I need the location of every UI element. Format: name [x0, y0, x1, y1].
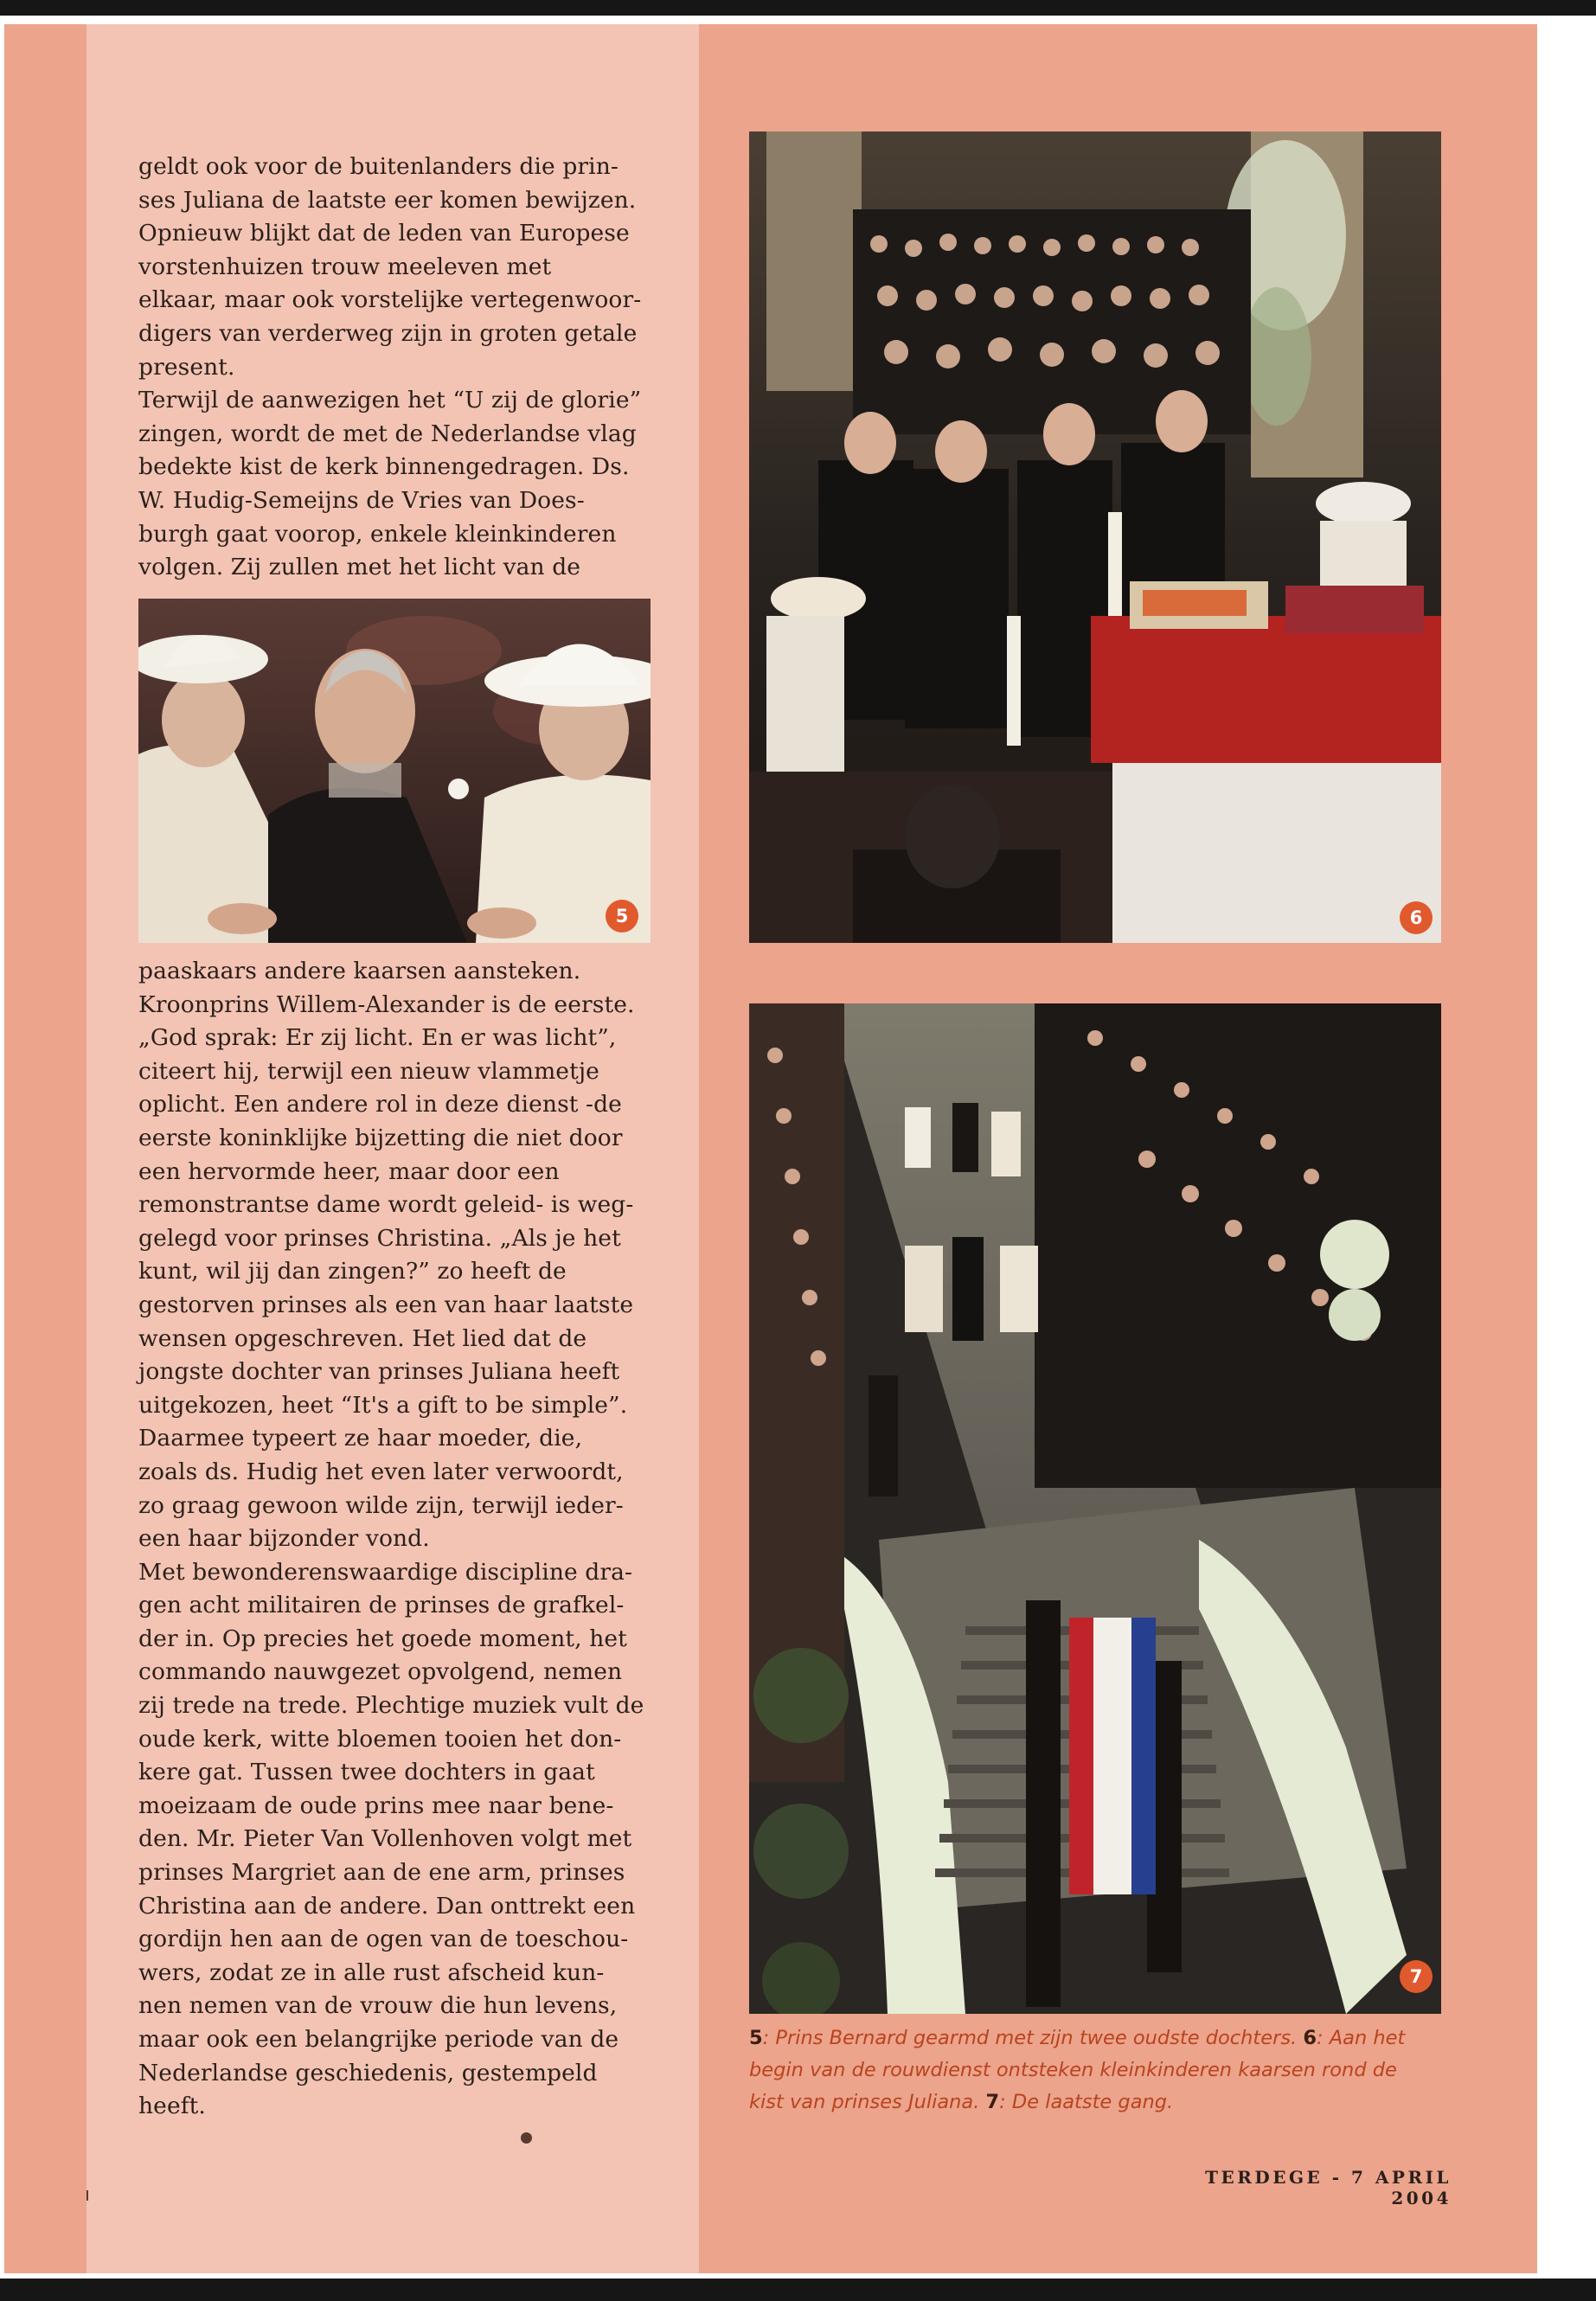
- text-line: paaskaars andere kaarsen aansteken.: [138, 958, 581, 984]
- photo-5-image: [138, 599, 651, 943]
- text-line: Kroonprins Willem-Alexander is de eerste.: [138, 990, 635, 1018]
- text-line: digers van verderweg zijn in groten getale: [138, 319, 638, 347]
- text-line: een hervormde heer, maar door een: [138, 1157, 560, 1185]
- caption-number-7: 7: [985, 2091, 1000, 2113]
- caption-text-5: : Prins Bernard gearmd met zijn twee oudste dochters.: [762, 2027, 1304, 2049]
- text-line: kunt, wil jij dan zingen?” zo heeft de: [138, 1258, 567, 1285]
- text-line: Christina aan de andere. Dan onttrekt een: [138, 1892, 636, 1920]
- text-line: zingen, wordt de met de Nederlandse vlag: [138, 420, 637, 447]
- text-line: zo graag gewoon wilde zijn, terwijl ieder-: [138, 1491, 624, 1519]
- text-line: moeizaam de oude prins mee naar bene-: [138, 1791, 614, 1819]
- text-line: kere gat. Tussen twee dochters in gaat: [138, 1759, 595, 1786]
- text-line: prinses Margriet aan de ene arm, prinses: [138, 1859, 625, 1887]
- bottom-border: [0, 2279, 1596, 2301]
- photo-5-prince-bernhard: [138, 599, 651, 943]
- caption-number-5: 5: [749, 2027, 763, 2049]
- text-line: elkaar, maar ook vorstelijke vertegenwoor-: [138, 286, 642, 314]
- text-line: jongste dochter van prinses Juliana heeft: [138, 1358, 620, 1386]
- text-line: zij trede na trede. Plechtige muziek vult de: [138, 1692, 644, 1720]
- margin-tick: [87, 2190, 88, 2201]
- text-line: remonstrantse dame wordt geleid- is weg-: [138, 1191, 634, 1219]
- article-text-block-1: [138, 151, 657, 585]
- text-line: uitgekozen, heet “It's a gift to be simple”.: [138, 1391, 628, 1419]
- article-text-block-2: [138, 955, 657, 2124]
- text-line: Terwijl de aanwezigen het “U zij de glorie”: [138, 387, 642, 414]
- text-line: bedekte kist de kerk binnengedragen. Ds.: [138, 453, 630, 481]
- text-line: oude kerk, witte bloemen tooien het don-: [138, 1725, 622, 1753]
- caption-text-6: : Aan het begin van de rouwdienst ontsteken kleinkinderen kaarsen rond de kist van prinses Juliana.: [749, 2027, 1406, 2113]
- text-line: een haar bijzonder vond.: [138, 1525, 430, 1553]
- text-line: gelegd voor prinses Christina. „Als je het: [138, 1224, 621, 1252]
- page-footer: TERDEGE - 7 APRIL 2004: [1205, 2167, 1452, 2208]
- text-line: wensen opgeschreven. Het lied dat de: [138, 1324, 587, 1352]
- text-line: gordijn hen aan de ogen van de toeschou-: [138, 1926, 629, 1953]
- photo-6-image: [749, 131, 1441, 943]
- text-line: Met bewonderenswaardige discipline dra-: [138, 1558, 633, 1586]
- text-line: gen acht militairen de prinses de grafkel-: [138, 1592, 625, 1619]
- photo-caption: [749, 2022, 1433, 2118]
- text-line: „God sprak: Er zij licht. En er was licht”,: [138, 1024, 617, 1052]
- text-line: den. Mr. Pieter Van Vollenhoven volgt met: [138, 1825, 632, 1853]
- text-line: W. Hudig-Semeijns de Vries van Does-: [138, 486, 585, 514]
- text-line: wers, zodat ze in alle rust afscheid kun-: [138, 1958, 605, 1986]
- text-line: Daarmee typeert ze haar moeder, die,: [138, 1425, 583, 1452]
- photo-6-church-candles: [749, 131, 1441, 943]
- text-line: heeft.: [138, 2093, 206, 2120]
- caption-text-7: : De laatste gang.: [999, 2091, 1174, 2113]
- text-line: Nederlandse geschiedenis, gestempeld: [138, 2059, 598, 2086]
- text-line: der in. Op precies het goede moment, het: [138, 1625, 627, 1652]
- text-line: present.: [138, 353, 235, 381]
- text-line: citeert hij, terwijl een nieuw vlammetje: [138, 1057, 599, 1085]
- caption-number-6: 6: [1303, 2027, 1317, 2049]
- photo-7-last-walk: [749, 1003, 1441, 2014]
- text-line: burgh gaat voorop, enkele kleinkinderen: [138, 520, 617, 548]
- top-border: [0, 0, 1596, 16]
- end-of-article-bullet: [521, 2132, 532, 2144]
- text-line: ses Juliana de laatste eer komen bewijzen.: [138, 186, 637, 214]
- photo-5-number: 5: [606, 900, 638, 933]
- photo-6-number: 6: [1400, 901, 1433, 934]
- text-line: nen nemen van de vrouw die hun levens,: [138, 1992, 618, 2020]
- text-line: gestorven prinses als een van haar laatste: [138, 1291, 634, 1318]
- text-line: commando nauwgezet opvolgend, nemen: [138, 1658, 623, 1686]
- photo-7-number: 7: [1400, 1960, 1433, 1993]
- text-line: Opnieuw blijkt dat de leden van Europese: [138, 220, 630, 247]
- text-line: zoals ds. Hudig het even later verwoordt,: [138, 1458, 624, 1485]
- text-line: vorstenhuizen trouw meeleven met: [138, 253, 552, 280]
- text-line: maar ook een belangrijke periode van de: [138, 2026, 619, 2053]
- text-line: geldt ook voor de buitenlanders die prin-: [138, 153, 619, 180]
- text-line: eerste koninklijke bijzetting die niet door: [138, 1124, 623, 1151]
- photo-7-image: [749, 1003, 1441, 2014]
- text-line: oplicht. Een andere rol in deze dienst -de: [138, 1091, 622, 1118]
- text-line: volgen. Zij zullen met het licht van de: [138, 554, 581, 581]
